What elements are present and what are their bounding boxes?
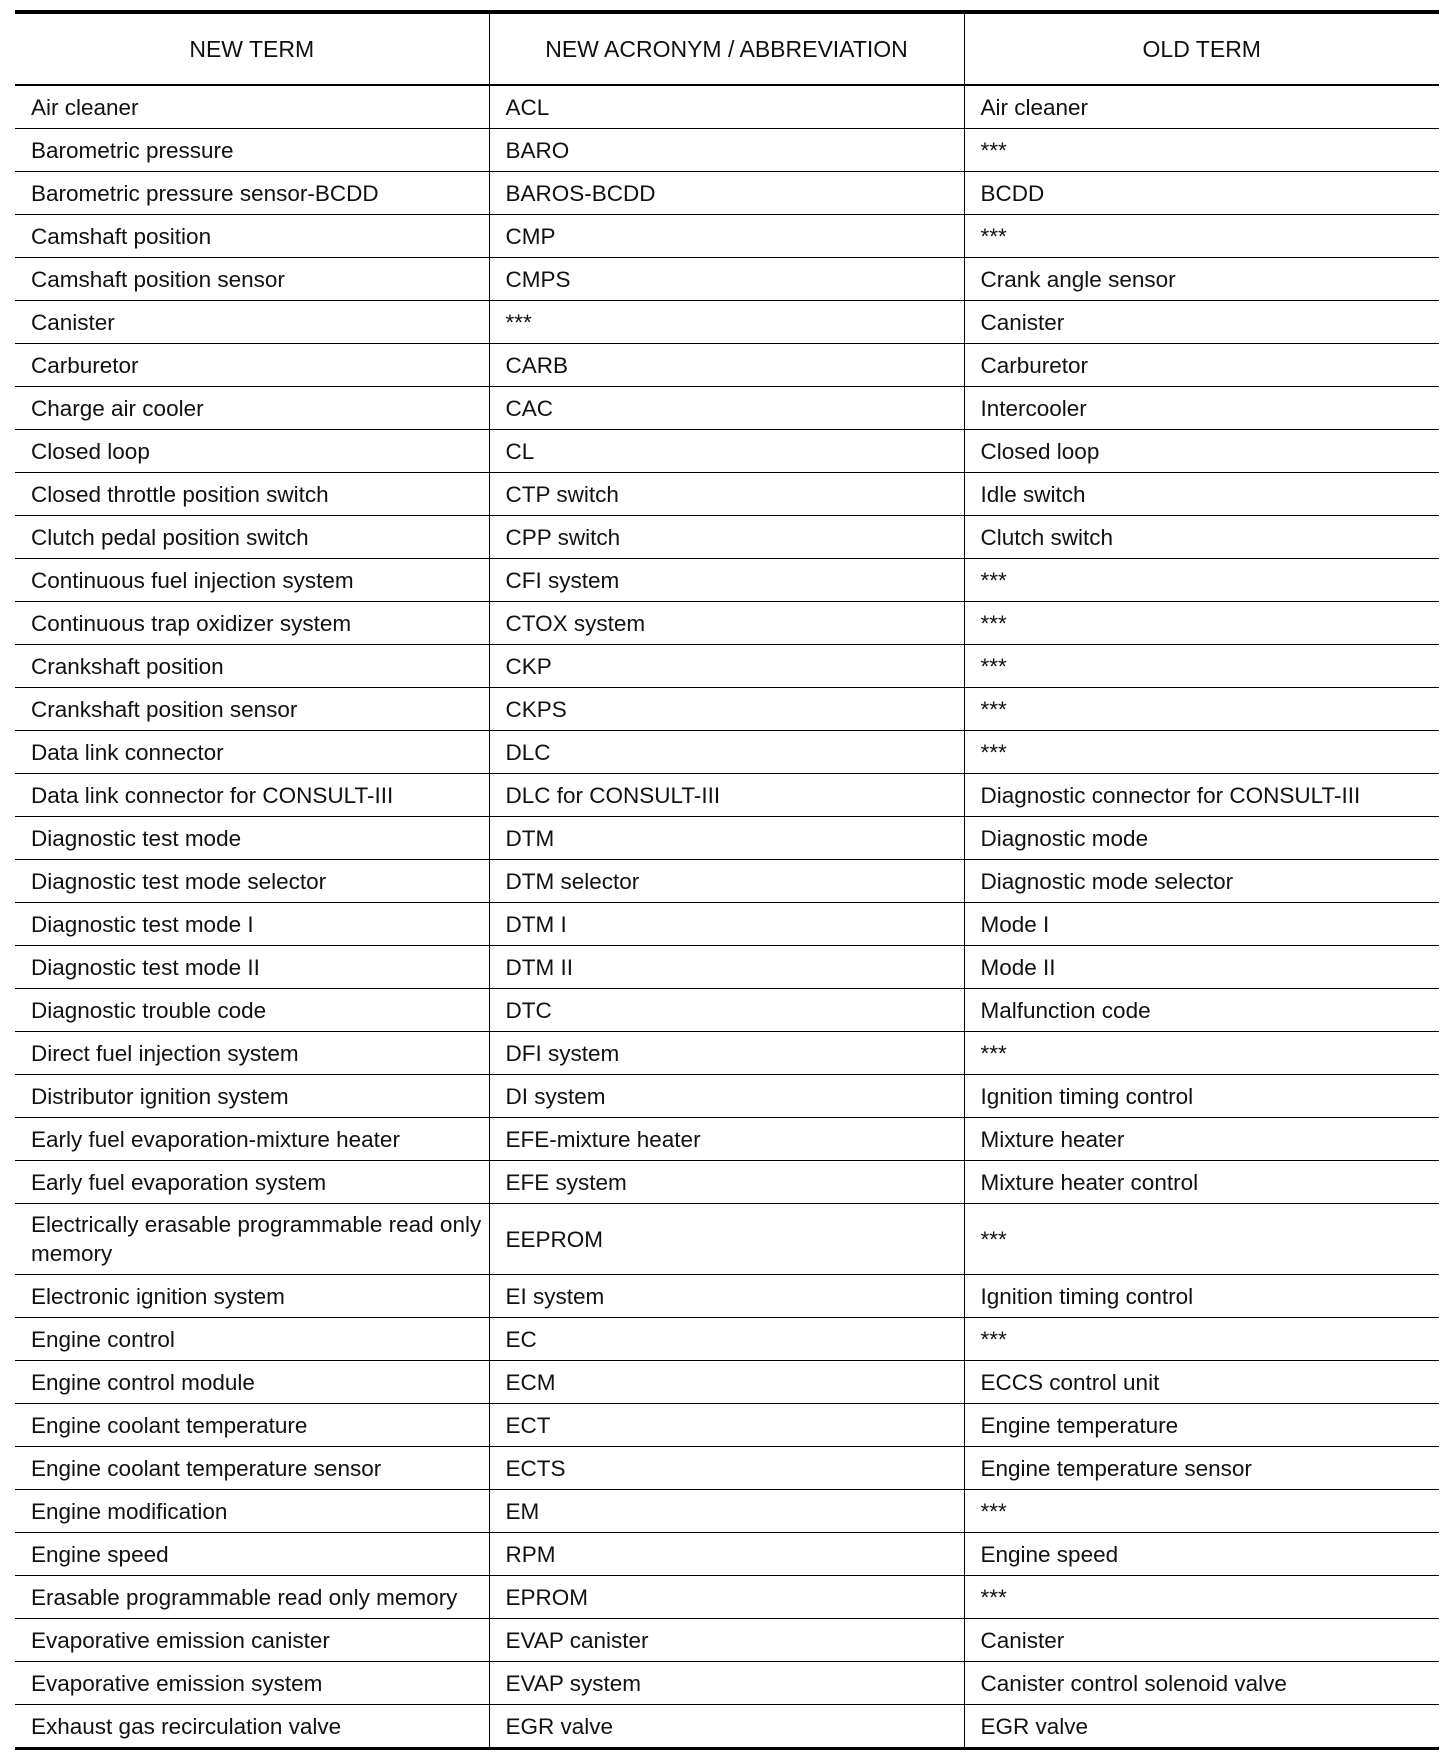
old-term-cell: *** bbox=[964, 1490, 1439, 1533]
acronym-cell: DTM bbox=[489, 817, 964, 860]
old-term-cell: Closed loop bbox=[964, 430, 1439, 473]
acronym-cell: CFI system bbox=[489, 559, 964, 602]
table-row bbox=[15, 516, 1439, 559]
acronym-cell: ECT bbox=[489, 1404, 964, 1447]
table-row bbox=[15, 1318, 1439, 1361]
old-term-cell: *** bbox=[964, 559, 1439, 602]
new-term-cell: Crankshaft position bbox=[15, 645, 489, 688]
old-term-cell: Carburetor bbox=[964, 344, 1439, 387]
old-term-cell: Mode I bbox=[964, 903, 1439, 946]
table-row bbox=[15, 731, 1439, 774]
acronym-cell: EPROM bbox=[489, 1576, 964, 1619]
table-row bbox=[15, 1161, 1439, 1204]
table-row bbox=[15, 774, 1439, 817]
old-term-cell: Mode II bbox=[964, 946, 1439, 989]
old-term-cell: Clutch switch bbox=[964, 516, 1439, 559]
new-term-cell: Camshaft position sensor bbox=[15, 258, 489, 301]
new-term-cell: Exhaust gas recirculation valve bbox=[15, 1705, 489, 1749]
old-term-cell: ECCS control unit bbox=[964, 1361, 1439, 1404]
acronym-cell: EVAP canister bbox=[489, 1619, 964, 1662]
old-term-cell: Ignition timing control bbox=[964, 1075, 1439, 1118]
new-term-cell: Barometric pressure bbox=[15, 129, 489, 172]
acronym-cell: CARB bbox=[489, 344, 964, 387]
new-term-cell: Direct fuel injection system bbox=[15, 1032, 489, 1075]
old-term-cell: Mixture heater control bbox=[964, 1161, 1439, 1204]
old-term-cell: Engine speed bbox=[964, 1533, 1439, 1576]
table-row bbox=[15, 1204, 1439, 1275]
acronym-cell: DLC for CONSULT-III bbox=[489, 774, 964, 817]
acronym-cell: EGR valve bbox=[489, 1705, 964, 1749]
acronym-cell: RPM bbox=[489, 1533, 964, 1576]
table-row bbox=[15, 602, 1439, 645]
acronym-cell: EM bbox=[489, 1490, 964, 1533]
header-old-term: OLD TERM bbox=[964, 12, 1439, 85]
acronym-cell: CKPS bbox=[489, 688, 964, 731]
new-term-cell: Engine control module bbox=[15, 1361, 489, 1404]
new-term-cell: Diagnostic trouble code bbox=[15, 989, 489, 1032]
table-row bbox=[15, 1361, 1439, 1404]
old-term-cell: *** bbox=[964, 731, 1439, 774]
old-term-cell: Diagnostic mode selector bbox=[964, 860, 1439, 903]
table-row bbox=[15, 946, 1439, 989]
table-row bbox=[15, 258, 1439, 301]
new-term-cell: Closed throttle position switch bbox=[15, 473, 489, 516]
table-row bbox=[15, 129, 1439, 172]
old-term-cell: Idle switch bbox=[964, 473, 1439, 516]
old-term-cell: *** bbox=[964, 1204, 1439, 1275]
new-term-cell: Charge air cooler bbox=[15, 387, 489, 430]
old-term-cell: Canister bbox=[964, 301, 1439, 344]
new-term-cell: Evaporative emission system bbox=[15, 1662, 489, 1705]
new-term-cell: Carburetor bbox=[15, 344, 489, 387]
acronym-cell: DTM selector bbox=[489, 860, 964, 903]
table-row bbox=[15, 1075, 1439, 1118]
table-row bbox=[15, 860, 1439, 903]
old-term-cell: *** bbox=[964, 215, 1439, 258]
acronym-cell: DTC bbox=[489, 989, 964, 1032]
old-term-cell: Canister control solenoid valve bbox=[964, 1662, 1439, 1705]
table-row bbox=[15, 387, 1439, 430]
new-term-cell: Barometric pressure sensor-BCDD bbox=[15, 172, 489, 215]
table-row bbox=[15, 1118, 1439, 1161]
old-term-cell: *** bbox=[964, 129, 1439, 172]
old-term-cell: *** bbox=[964, 1576, 1439, 1619]
acronym-cell: DTM II bbox=[489, 946, 964, 989]
old-term-cell: Diagnostic mode bbox=[964, 817, 1439, 860]
old-term-cell: Diagnostic connector for CONSULT-III bbox=[964, 774, 1439, 817]
table-row bbox=[15, 1404, 1439, 1447]
new-term-cell: Distributor ignition system bbox=[15, 1075, 489, 1118]
old-term-cell: Air cleaner bbox=[964, 85, 1439, 129]
acronym-cell: DLC bbox=[489, 731, 964, 774]
table-row bbox=[15, 1533, 1439, 1576]
new-term-cell: Diagnostic test mode II bbox=[15, 946, 489, 989]
acronym-cell: EC bbox=[489, 1318, 964, 1361]
table-row bbox=[15, 989, 1439, 1032]
new-term-cell: Engine modification bbox=[15, 1490, 489, 1533]
table-row bbox=[15, 1275, 1439, 1318]
table-row bbox=[15, 1619, 1439, 1662]
new-term-cell: Electrically erasable programmable read only memory bbox=[15, 1204, 489, 1275]
old-term-cell: Canister bbox=[964, 1619, 1439, 1662]
acronym-cell: CMPS bbox=[489, 258, 964, 301]
acronym-cell: DI system bbox=[489, 1075, 964, 1118]
acronym-cell: EFE system bbox=[489, 1161, 964, 1204]
acronym-cell: ECM bbox=[489, 1361, 964, 1404]
table-row bbox=[15, 215, 1439, 258]
old-term-cell: Engine temperature sensor bbox=[964, 1447, 1439, 1490]
old-term-cell: *** bbox=[964, 1032, 1439, 1075]
new-term-cell: Continuous trap oxidizer system bbox=[15, 602, 489, 645]
acronym-cell: CTOX system bbox=[489, 602, 964, 645]
acronym-cell: EVAP system bbox=[489, 1662, 964, 1705]
table-row bbox=[15, 817, 1439, 860]
new-term-cell: Engine control bbox=[15, 1318, 489, 1361]
table-row bbox=[15, 1032, 1439, 1075]
new-term-cell: Engine speed bbox=[15, 1533, 489, 1576]
new-term-cell: Crankshaft position sensor bbox=[15, 688, 489, 731]
new-term-cell: Electronic ignition system bbox=[15, 1275, 489, 1318]
table-header-row bbox=[15, 12, 1439, 85]
acronym-cell: CL bbox=[489, 430, 964, 473]
acronym-cell: EFE-mixture heater bbox=[489, 1118, 964, 1161]
table-row bbox=[15, 1490, 1439, 1533]
new-term-cell: Engine coolant temperature bbox=[15, 1404, 489, 1447]
old-term-cell: *** bbox=[964, 645, 1439, 688]
new-term-cell: Clutch pedal position switch bbox=[15, 516, 489, 559]
old-term-cell: *** bbox=[964, 1318, 1439, 1361]
new-term-cell: Early fuel evaporation-mixture heater bbox=[15, 1118, 489, 1161]
table-row bbox=[15, 688, 1439, 731]
terminology-table-container bbox=[15, 10, 1439, 1750]
new-term-cell: Erasable programmable read only memory bbox=[15, 1576, 489, 1619]
new-term-cell: Continuous fuel injection system bbox=[15, 559, 489, 602]
table-row bbox=[15, 1705, 1439, 1749]
acronym-cell: ACL bbox=[489, 85, 964, 129]
new-term-cell: Data link connector for CONSULT-III bbox=[15, 774, 489, 817]
table-row bbox=[15, 85, 1439, 129]
acronym-cell: ECTS bbox=[489, 1447, 964, 1490]
table-row bbox=[15, 1662, 1439, 1705]
table-row bbox=[15, 645, 1439, 688]
table-row bbox=[15, 473, 1439, 516]
new-term-cell: Canister bbox=[15, 301, 489, 344]
table-row bbox=[15, 559, 1439, 602]
table-row bbox=[15, 172, 1439, 215]
new-term-cell: Diagnostic test mode bbox=[15, 817, 489, 860]
acronym-cell: CTP switch bbox=[489, 473, 964, 516]
acronym-cell: *** bbox=[489, 301, 964, 344]
acronym-cell: DTM I bbox=[489, 903, 964, 946]
acronym-cell: BARO bbox=[489, 129, 964, 172]
new-term-cell: Closed loop bbox=[15, 430, 489, 473]
header-new-term: NEW TERM bbox=[15, 12, 489, 85]
table-row bbox=[15, 903, 1439, 946]
acronym-cell: EEPROM bbox=[489, 1204, 964, 1275]
acronym-cell: CAC bbox=[489, 387, 964, 430]
terminology-table bbox=[15, 10, 1439, 1750]
table-row bbox=[15, 430, 1439, 473]
new-term-cell: Diagnostic test mode I bbox=[15, 903, 489, 946]
acronym-cell: EI system bbox=[489, 1275, 964, 1318]
old-term-cell: Malfunction code bbox=[964, 989, 1439, 1032]
new-term-cell: Data link connector bbox=[15, 731, 489, 774]
old-term-cell: *** bbox=[964, 602, 1439, 645]
old-term-cell: Mixture heater bbox=[964, 1118, 1439, 1161]
header-new-acronym: NEW ACRONYM / ABBREVIATION bbox=[489, 12, 964, 85]
new-term-cell: Camshaft position bbox=[15, 215, 489, 258]
table-row bbox=[15, 1447, 1439, 1490]
old-term-cell: EGR valve bbox=[964, 1705, 1439, 1749]
acronym-cell: CPP switch bbox=[489, 516, 964, 559]
old-term-cell: Intercooler bbox=[964, 387, 1439, 430]
table-row bbox=[15, 1576, 1439, 1619]
new-term-cell: Air cleaner bbox=[15, 85, 489, 129]
new-term-cell: Early fuel evaporation system bbox=[15, 1161, 489, 1204]
table-body bbox=[15, 85, 1439, 1749]
old-term-cell: BCDD bbox=[964, 172, 1439, 215]
acronym-cell: CMP bbox=[489, 215, 964, 258]
old-term-cell: *** bbox=[964, 688, 1439, 731]
acronym-cell: BAROS-BCDD bbox=[489, 172, 964, 215]
acronym-cell: DFI system bbox=[489, 1032, 964, 1075]
new-term-cell: Diagnostic test mode selector bbox=[15, 860, 489, 903]
old-term-cell: Crank angle sensor bbox=[964, 258, 1439, 301]
old-term-cell: Engine temperature bbox=[964, 1404, 1439, 1447]
acronym-cell: CKP bbox=[489, 645, 964, 688]
table-row bbox=[15, 344, 1439, 387]
new-term-cell: Evaporative emission canister bbox=[15, 1619, 489, 1662]
table-row bbox=[15, 301, 1439, 344]
old-term-cell: Ignition timing control bbox=[964, 1275, 1439, 1318]
new-term-cell: Engine coolant temperature sensor bbox=[15, 1447, 489, 1490]
